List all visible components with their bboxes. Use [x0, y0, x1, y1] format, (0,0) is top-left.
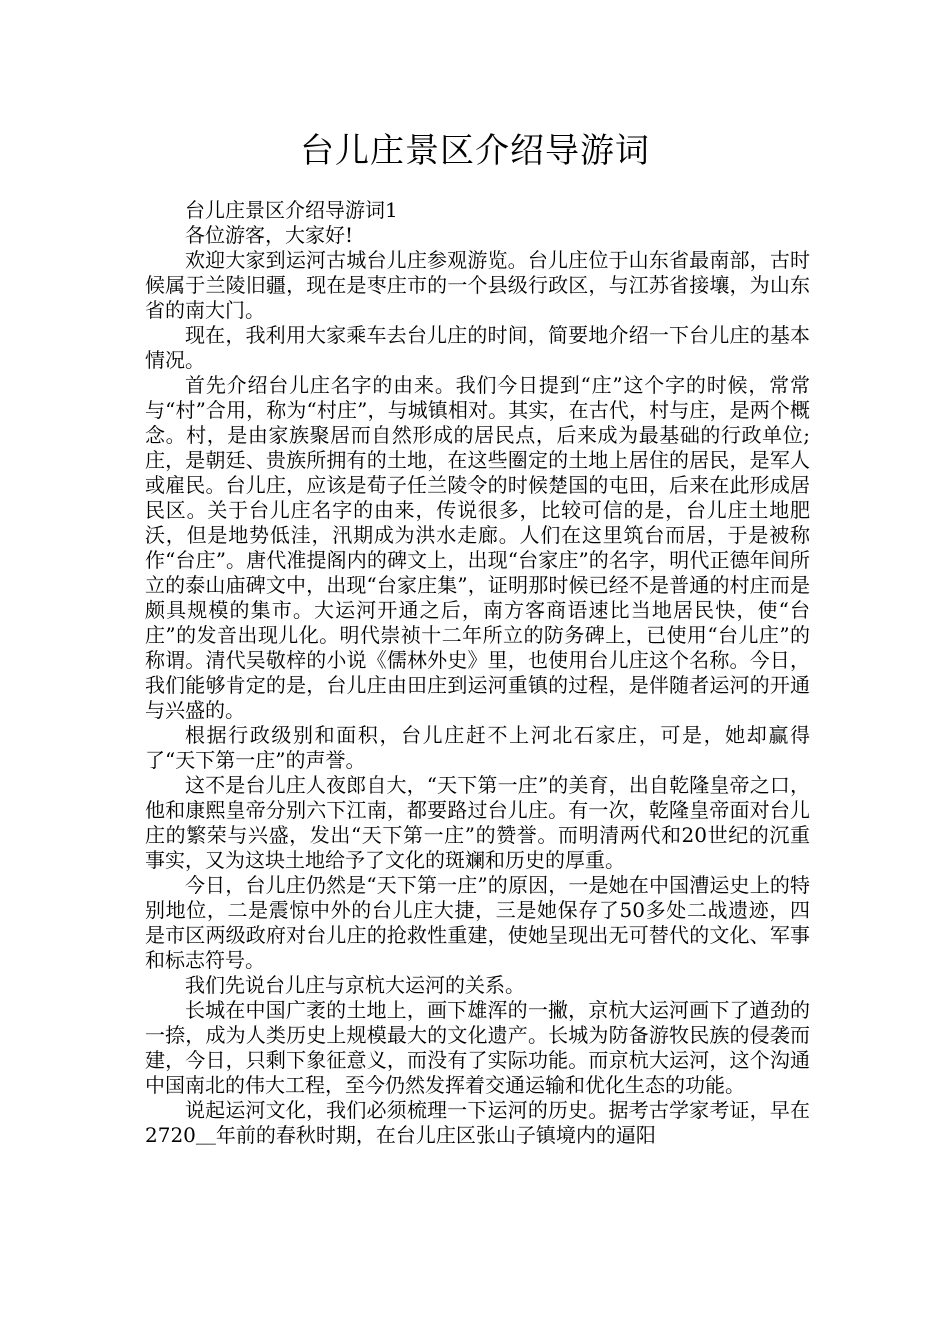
- paragraph: 长城在中国广袤的土地上，画下雄浑的一撇，京杭大运河画下了遒劲的一捺，成为人类历史上规模最大的文化遗产。长城为防备游牧民族的侵袭而建，今日，只剩下象征意义，而没有了实际功能。而京杭大运河，这个沟通中国南北的伟大工程，至今仍然发挥着交通运输和优化生态的功能。: [145, 998, 810, 1097]
- document-body: [145, 198, 810, 1148]
- paragraph: 说起运河文化，我们必须梳理一下运河的历史。据考古学家考证，早在2720＿年前的春秋时期，在台儿庄区张山子镇境内的逼阳: [145, 1098, 810, 1147]
- paragraph: 首先介绍台儿庄名字的由来。我们今日提到“庄”这个字的时候，常常与“村”合用，称为“村庄”，与城镇相对。其实，在古代，村与庄，是两个概念。村，是由家族聚居而自然形成的居民点，后来成为最基础的行政单位;庄，是朝廷、贵族所拥有的土地，在这些圈定的土地上居住的居民，是军人或雇民。台儿庄，应该是荀子任兰陵令的时候楚国的屯田，后来在此形成居民区。关于台儿庄名字的由来，传说很多，比较可信的是，台儿庄土地肥沃，但是地势低洼，汛期成为洪水走廊。人们在这里筑台而居，于是被称作“台庄”。唐代准提阁内的碑文上，出现“台家庄”的名字，明代正德年间所立的泰山庙碑文中，出现“台家庄集”，证明那时候已经不是普通的村庄而是颇具规模的集市。大运河开通之后，南方客商语速比当地居民快，使“台庄”的发音出现儿化。明代崇祯十二年所立的防务碑上，已使用“台儿庄”的称谓。清代吴敬梓的小说《儒林外史》里，也使用台儿庄这个名称。今日，我们能够肯定的是，台儿庄由田庄到运河重镇的过程，是伴随者运河的开通与兴盛的。: [145, 373, 810, 722]
- paragraph: 根据行政级别和面积，台儿庄赶不上河北石家庄，可是，她却赢得了“天下第一庄”的声誉。: [145, 723, 810, 772]
- paragraph: 今日，台儿庄仍然是“天下第一庄”的原因，一是她在中国漕运史上的特别地位，二是震惊中外的台儿庄大捷，三是她保存了50多处二战遗迹，四是市区两级政府对台儿庄的抢救性重建，使她呈现出无可替代的文化、军事和标志符号。: [145, 873, 810, 972]
- paragraph: 台儿庄景区介绍导游词1: [185, 198, 398, 222]
- paragraph: 现在，我利用大家乘车去台儿庄的时间，简要地介绍一下台儿庄的基本情况。: [145, 323, 810, 372]
- paragraph: 欢迎大家到运河古城台儿庄参观游览。台儿庄位于山东省最南部，古时候属于兰陵旧疆，现在是枣庄市的一个县级行政区，与江苏省接壤，为山东省的南大门。: [145, 248, 810, 322]
- document-title: 台儿庄景区介绍导游词: [300, 131, 650, 171]
- paragraph: 我们先说台儿庄与京杭大运河的关系。: [185, 973, 525, 997]
- paragraph: 各位游客，大家好!: [185, 223, 354, 247]
- paragraph: 这不是台儿庄人夜郎自大，“天下第一庄”的美育，出自乾隆皇帝之口，他和康熙皇帝分别六下江南，都要路过台儿庄。有一次，乾隆皇帝面对台儿庄的繁荣与兴盛，发出“天下第一庄”的赞誉。而明清两代和20世纪的沉重事实，又为这块土地给予了文化的斑斓和历史的厚重。: [145, 773, 810, 872]
